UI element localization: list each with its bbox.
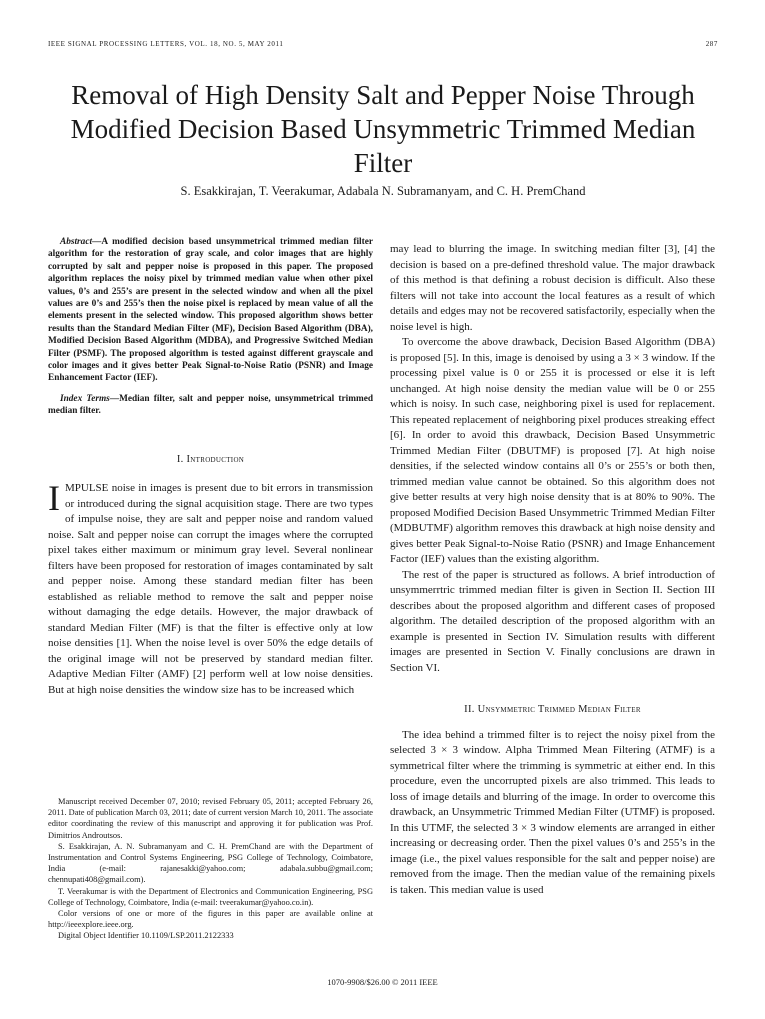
page-number: 287 — [705, 40, 718, 48]
paragraph-utmf: The idea behind a trimmed filter is to reject the noisy pixel from the selected 3 × 3 window. Alpha Trimmed Mean Filtering (ATMF) is a symmetrical filter where the trimming is symmetric at either end. In this procedure, even the uncorrupted pixels are also trimmed. This leads to loss of image details and blurring of the image. In order to overcome this drawback, an Unsymmetric Trimmed Median Filter (UTMF) is proposed. In this UTMF, the selected 3 × 3 window elements are arranged in either increasing or decreasing order. Then the pixel values 0’s and 255’s in the image (i.e., the pixel values responsible for the salt and pepper noise) are removed from the image. Then the median value of the remaining pixels is taken. This median value is used — [390, 728, 715, 896]
left-column — [48, 236, 373, 698]
right-column — [390, 242, 715, 898]
drop-cap: I — [48, 478, 60, 519]
author-list: S. Esakkirajan, T. Veerakumar, Adabala N. Subramanyam, and C. H. PremChand — [180, 184, 586, 198]
footnote-affiliation-1: S. Esakkirajan, A. N. Subramanyam and C. H. PremChand are with the Department of Instrumentation and Control Systems Engineering, PSG College of Technology, Coimbatore, India (e-mail: rajanesakki@yahoo.com; adabala.subbu@gmail.com; chennupati408@gmail.com). — [48, 841, 373, 885]
index-terms-label: Index Terms — [60, 393, 110, 404]
footnotes — [48, 796, 373, 942]
footnote-manuscript: Manuscript received December 07, 2010; revised February 05, 2011; accepted February 26, 2011. Date of publication March 03, 2011; date of current version March 10, 2011. The associate editor coordinating the review of this manuscript and approving it for publication was Prof. Dimitrios Androutsos. — [48, 797, 373, 840]
paragraph-continued: may lead to blurring the image. In switching median filter [3], [4] the decision is based on a pre-defined threshold value. The major drawback of this method is that defining a robust decision is difficult. Also these filters will not take into account the local features as a result of which details and edges may not be recovered satisfactorily, especially when the noise level is high. — [390, 243, 715, 333]
paper-title: Removal of High Density Salt and Pepper Noise Through Modified Decision Based Unsymmetric Trimmed Median Filter — [70, 80, 696, 178]
paragraph-dba: To overcome the above drawback, Decision Based Algorithm (DBA) is proposed [5]. In this, image is denoised by using a 3 × 3 window. If the processing pixel value is 0 or 255 it is processed or else it is left unchanged. At high noise density the median value will be 0 or 255 which is noisy. In such case, neighboring pixel is used for replacement. This repeated replacement of neighboring pixel produces streaking effect [6]. In order to avoid this drawback, Decision Based Unsymmetric Trimmed Median Filter (DBUTMF) is proposed [7]. At high noise densities, if the selected window contains all 0’s or 255’s or both then, trimmed median value cannot be obtained. So this algorithm does not give better results at very high noise density that is at 80% to 90%. The proposed Modified Decision Based Unsymmetric Trimmed Median Filter (MDBUTMF) algorithm removes this drawback at high noise density and gives better Peak Signal-to-Noise Ratio (PSNR) and Image Enhancement Factor (IEF) values than the existing algorithm. — [390, 336, 715, 565]
section-title: Introduction — [186, 453, 245, 465]
section-heading-introduction — [48, 452, 373, 468]
paragraph-structure: The rest of the paper is structured as follows. A brief introduction of unsymmerrtric trimmed median filter is given in Section II. Section III describes about the proposed algorithm and different cases of proposed algorithm. The detailed description of the proposed algorithm with an example is presented in Section IV. Simulation results with different images are presented in Section V. Finally conclusions are drawn in Section VI. — [390, 568, 715, 674]
running-header — [48, 40, 718, 52]
journal-name: IEEE SIGNAL PROCESSING LETTERS, VOL. 18, NO. 5, MAY 2011 — [48, 40, 284, 48]
abstract-label: Abstract — [60, 237, 93, 247]
abstract — [48, 236, 373, 385]
abstract-text: —A modified decision based unsymmetrical trimmed median filter algorithm for the restoration of gray scale, and color images that are highly corrupted by salt and pepper noise is proposed in this paper. The proposed algorithm replaces the noisy pixel by trimmed median value when other pixel values, 0’s and 255’s are present in the selected window and when all the pixel values are 0’s and 255’s then the noise pixel is replaced by mean value of all the elements present in the selected window. This proposed algorithm shows better results than the Standard Median Filter (MF), Decision Based Algorithm (DBA), Modified Decision Based Algorithm (MDBA), and Progressive Switched Median Filter (PSMF). The proposed algorithm is tested against different grayscale and color images and it gives better Peak Signal-to-Noise Ratio (PSNR) and Image Enhancement Factor (IEF). — [48, 237, 373, 384]
footnote-affiliation-2: T. Veerakumar is with the Department of Electronics and Communication Engineering, PSG College of Technology, Coimbatore, India (e-mail: tveerakumar@yahoo.co.in). — [48, 886, 373, 907]
section-numeral: I. — [176, 453, 184, 465]
section-numeral: II. — [464, 704, 475, 715]
section-heading-utmf — [390, 702, 715, 718]
introduction-text: MPULSE noise in images is present due to bit errors in transmission or introduced during the signal acquisition stage. There are two types of impulse noise, they are salt and pepper noise and random valued noise. Salt and pepper noise can corrupt the images where the corrupted pixel takes either maximum or minimum gray level. Several nonlinear filters have been proposed for restoration of images contaminated by salt and pepper noise. Among these standard median filter has been established as reliable method to remove the salt and pepper noise without damaging the edge details. However, the major drawback of standard Median Filter (MF) is that the filter is effective only at low noise densities [1]. When the noise level is over 50% the edge details of the original image will not be preserved by standard median filter. Adaptive Median Filter (AMF) [2] perform well at low noise densities. But at high noise densities the window size has to be increased which — [48, 482, 373, 696]
index-terms-text: —Median filter, salt and pepper noise, unsymmetrical trimmed median filter. — [48, 393, 373, 417]
footnote-color-versions: Color versions of one or more of the figures in this paper are available online at http://ieeexplore.ieee.org. — [48, 909, 373, 930]
section-title: Unsymmetric Trimmed Median Filter — [477, 704, 641, 715]
introduction-paragraph — [48, 478, 373, 698]
footnote-doi: Digital Object Identifier 10.1109/LSP.2011.2122333 — [58, 931, 234, 941]
copyright-footer: 1070-9908/$26.00 © 2011 IEEE — [327, 977, 438, 987]
index-terms — [48, 393, 373, 418]
